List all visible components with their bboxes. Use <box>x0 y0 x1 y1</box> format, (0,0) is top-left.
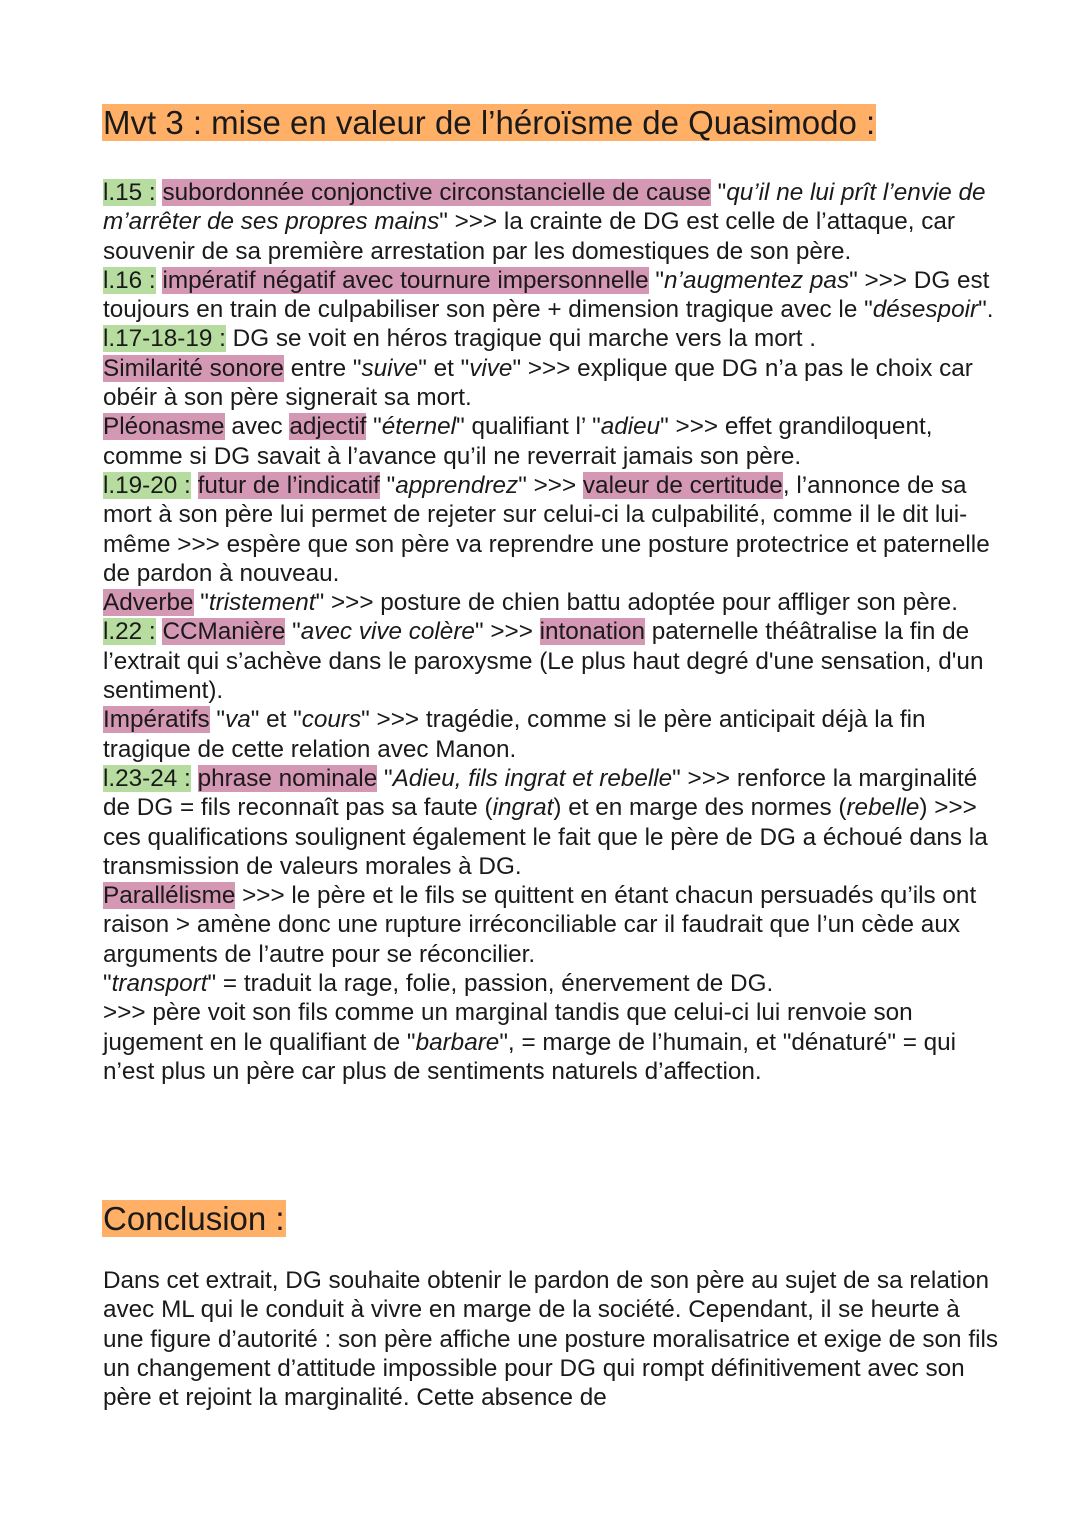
figure-term: Parallélisme <box>103 882 236 910</box>
figure-term: impératif négatif avec tournure impersonnelle <box>162 266 649 294</box>
analysis-paragraph: "transport" = traduit la rage, folie, passion, énervement de DG. <box>103 970 774 998</box>
quote: cours <box>301 706 362 734</box>
quote: rebelle <box>846 794 920 822</box>
quote: suive <box>361 354 419 382</box>
analysis-paragraph: Pléonasme avec adjectif "éternel" qualifiant l’ "adieu" >>> effet grandiloquent, comme si DG savait à l’avance qu’il ne reverrait jamais son père. <box>103 413 933 470</box>
analysis-paragraph: Parallélisme >>> le père et le fils se quittent en étant chacun persuadés qu’ils ont raison > amène donc une rupture irréconciliable car il faudrait que l’un cède aux arguments de l’autre pour se réconcilier. <box>103 882 977 968</box>
analysis-paragraph: Similarité sonore entre "suive" et "vive" >>> explique que DG n’a pas le choix car obéir à son père signerait sa mort. <box>103 354 973 412</box>
figure-term: adjectif <box>289 413 367 441</box>
quote: va <box>225 706 251 734</box>
figure-term: subordonnée conjonctive circonstancielle de cause <box>162 179 711 206</box>
analysis-section <box>103 178 1003 1086</box>
section-heading-mvt3: Mvt 3 : mise en valeur de l’héroïsme de Quasimodo : <box>103 104 876 141</box>
figure-term: valeur de certitude <box>582 471 783 499</box>
quote: désespoir <box>872 296 979 324</box>
figure-term: phrase nominale <box>197 764 378 792</box>
figure-term: Adverbe <box>103 589 194 617</box>
conclusion-section <box>103 1266 1003 1412</box>
quote: apprendrez <box>395 471 519 499</box>
line-reference: l.23-24 : <box>103 764 191 792</box>
analysis-paragraph: Adverbe "tristement" >>> posture de chien battu adoptée pour affliger son père. <box>103 589 958 617</box>
quote: n’augmentez pas <box>664 266 850 294</box>
analysis-paragraph: l.22 : CCManière "avec vive colère" >>> intonation paternelle théâtralise la fin de l’extrait qui s’achève dans le paroxysme (Le plus haut degré d'une sensation, d'un sentiment). <box>103 618 984 705</box>
figure-term: Similarité sonore <box>103 354 284 382</box>
quote: Adieu, fils ingrat et rebelle <box>392 764 673 792</box>
quote: ingrat <box>492 794 554 822</box>
analysis-paragraph: l.15 : subordonnée conjonctive circonstancielle de cause "qu’il ne lui prît l’envie de m’arrêter de ses propres mains" >>> la crainte de DG est celle de l’attaque, car souvenir de sa première arrestation par les domestiques de son père. <box>103 179 986 265</box>
line-reference: l.17-18-19 : <box>103 325 226 353</box>
quote: barbare <box>415 1028 500 1056</box>
section-heading-conclusion: Conclusion : <box>103 1200 285 1237</box>
line-reference: l.16 : <box>103 266 156 294</box>
analysis-paragraph: l.23-24 : phrase nominale "Adieu, fils ingrat et rebelle" >>> renforce la marginalité de DG = fils reconnaît pas sa faute (ingrat) et en marge des normes (rebelle) >>> ces qualifications soulignent également le fait que le père de DG a échoué dans la transmission de valeurs morales à DG. <box>103 764 988 880</box>
figure-term: Pléonasme <box>103 413 225 441</box>
quote: avec vive colère <box>300 618 475 646</box>
line-reference: l.22 : <box>103 618 156 646</box>
figure-term: CCManière <box>162 618 286 646</box>
quote: éternel <box>381 413 457 441</box>
analysis-paragraph: l.17-18-19 : DG se voit en héros tragique qui marche vers la mort . <box>103 325 817 353</box>
figure-term: futur de l’indicatif <box>197 471 380 499</box>
analysis-paragraph: >>> père voit son fils comme un marginal tandis que celui-ci lui renvoie son jugement en le qualifiant de "barbare", = marge de l’humain, et "dénaturé" = qui n’est plus un père car plus de sentiments naturels d’affection. <box>103 999 957 1085</box>
conclusion-paragraph: Dans cet extrait, DG souhaite obtenir le pardon de son père au sujet de sa relation avec ML qui le conduit à vivre en marge de la société. Cependant, il se heurte à une figure d’autorité : son père affiche une posture moralisatrice et exige de son fils un changement d’attitude impossible pour DG qui rompt définitivement avec son père et rejoint la marginalité. Cette absence de <box>103 1267 999 1412</box>
line-reference: l.15 : <box>103 179 156 206</box>
quote: vive <box>469 354 513 382</box>
analysis-paragraph: l.19-20 : futur de l’indicatif "apprendrez" >>> valeur de certitude, l’annonce de sa mort à son père lui permet de rejeter sur celui-ci la culpabilité, comme il le dit lui-même >>> espère que son père va reprendre une posture protectrice et paternelle de pardon à nouveau. <box>103 471 990 587</box>
quote: adieu <box>600 413 661 441</box>
analysis-paragraph: l.16 : impératif négatif avec tournure impersonnelle "n’augmentez pas" >>> DG est toujours en train de culpabiliser son père + dimension tragique avec le "désespoir". <box>103 266 994 324</box>
quote: tristement <box>208 589 316 617</box>
line-reference: l.19-20 : <box>103 471 191 499</box>
analysis-paragraph: Impératifs "va" et "cours" >>> tragédie, comme si le père anticipait déjà la fin tragique de cette relation avec Manon. <box>103 706 926 763</box>
figure-term: Impératifs <box>103 706 210 734</box>
quote: qu’il ne lui prît l’envie de m’arrêter de ses propres mains <box>103 179 986 236</box>
figure-term: intonation <box>539 618 646 646</box>
quote: transport <box>111 970 208 998</box>
